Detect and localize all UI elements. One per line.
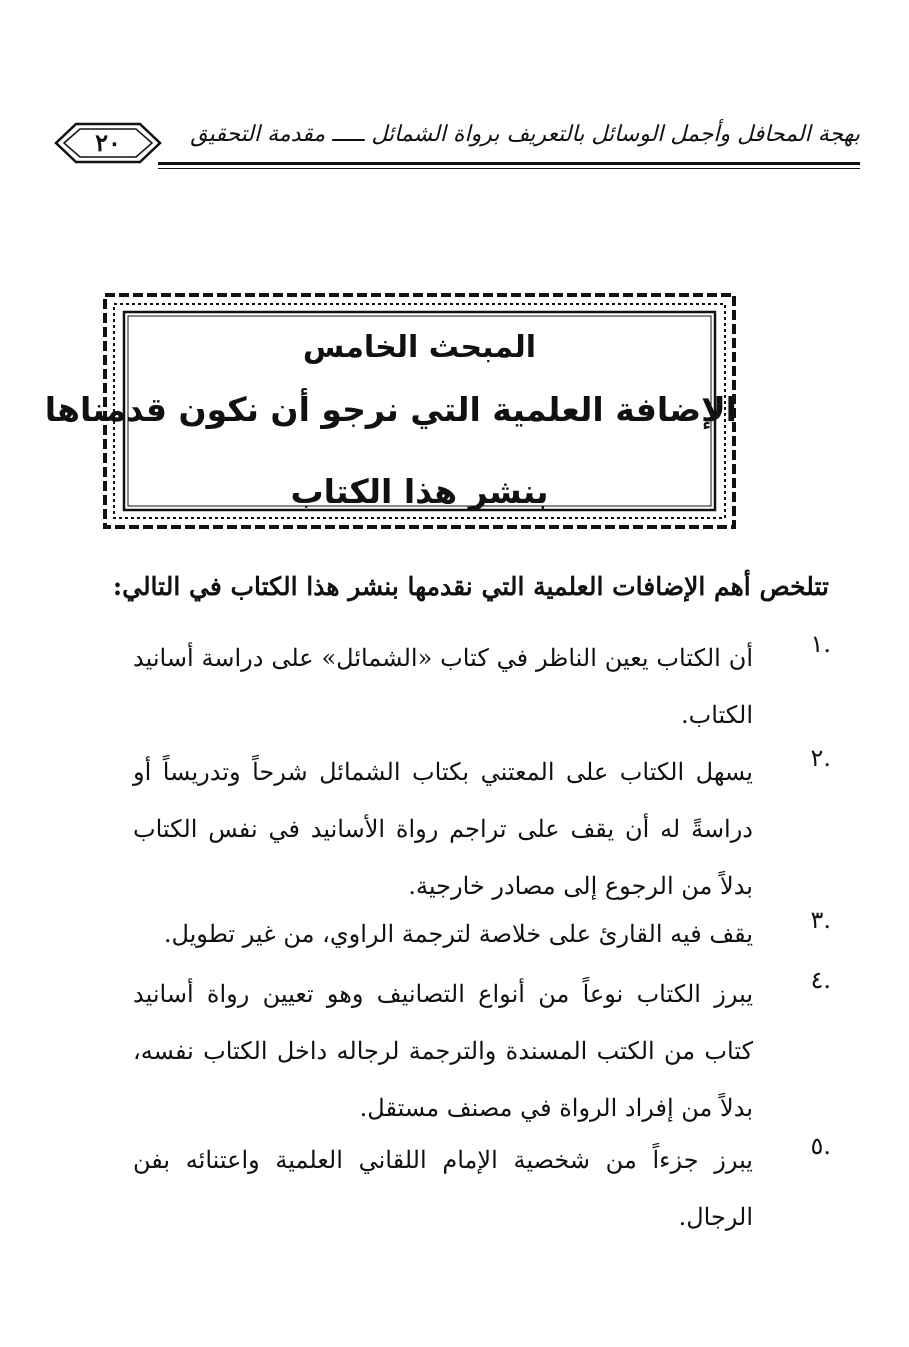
- list-item-number: .١: [810, 630, 831, 658]
- list-item-number: .٤: [810, 966, 831, 994]
- list-item-number: .٣: [810, 906, 831, 934]
- list-item-number: .٢: [810, 744, 831, 772]
- page-number: ٢٠: [95, 128, 121, 157]
- intro-paragraph: تتلخص أهم الإضافات العلمية التي نقدمها بنشر هذا الكتاب في التالي:: [112, 572, 829, 601]
- list-item-text: يسهل الكتاب على المعتني بكتاب الشمائل شرحاً وتدريساً أو دراسةً له أن يقف على تراجم رواة الأسانيد في نفس الكتاب بدلاً من الرجوع إلى مصادر خارجية.: [133, 758, 753, 900]
- header-rule-thin: [158, 168, 860, 169]
- running-header: [40, 118, 860, 178]
- page-number-badge: [52, 120, 164, 166]
- list-item-text: يبرز جزءاً من شخصية الإمام اللقاني العلمية واعتنائه بفن الرجال.: [133, 1146, 753, 1231]
- list-item-text: يقف فيه القارئ على خلاصة لترجمة الراوي، من غير تطويل.: [163, 920, 753, 948]
- list-item-text: يبرز الكتاب نوعاً من أنواع التصانيف وهو تعيين رواة أسانيد كتاب من الكتب المسندة والترجمة لرجاله داخل الكتاب نفسه، بدلاً من إفراد الرواة في مصنف مستقل.: [133, 980, 753, 1122]
- section-heading: المبحث الخامس: [302, 330, 537, 365]
- list-item-text: أن الكتاب يعين الناظر في كتاب «الشمائل» على دراسة أسانيد الكتاب.: [133, 644, 753, 729]
- section-title-box: [44, 292, 737, 530]
- header-rule: [158, 162, 860, 165]
- list-item-number: .٥: [810, 1132, 831, 1160]
- running-header-title: بهجة المحافل وأجمل الوسائل بالتعريف برواة الشمائل ـــــ مقدمة التحقيق: [190, 122, 860, 147]
- section-title: الإضافة العلمية التي نرجو أن نكون قدمناها: [44, 390, 737, 429]
- section-subtitle: بنشر هذا الكتاب: [290, 472, 549, 511]
